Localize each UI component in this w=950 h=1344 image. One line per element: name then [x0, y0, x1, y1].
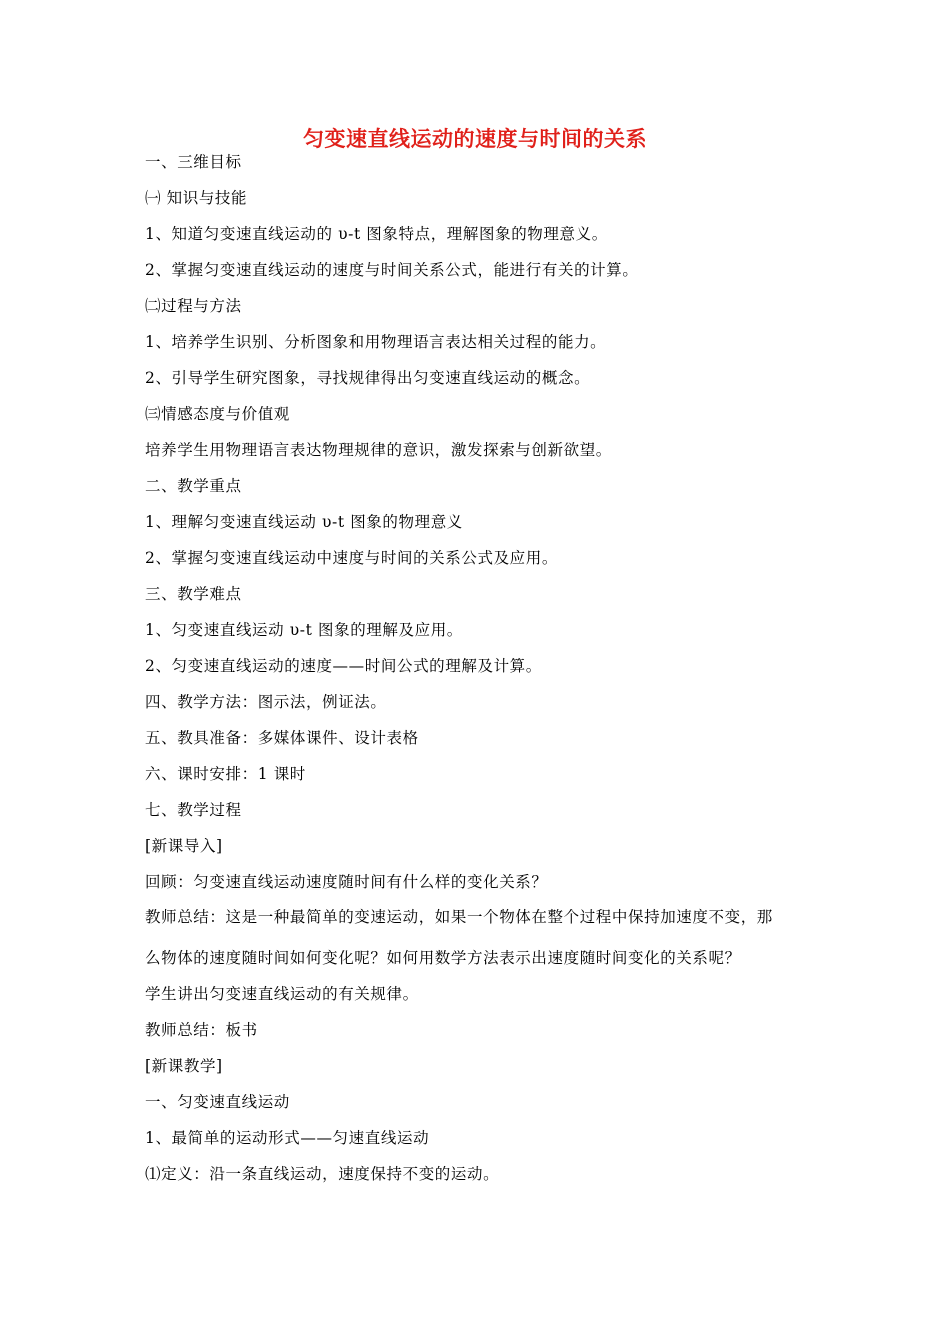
subheading-attitude-values: ㈢情感态度与价值观: [145, 405, 290, 423]
paragraph: 1、匀变速直线运动 υ-t 图象的理解及应用。: [145, 621, 463, 639]
section-heading-materials: 五、教具准备：多媒体课件、设计表格: [145, 729, 419, 747]
paragraph: 1、理解匀变速直线运动 υ-t 图象的物理意义: [145, 513, 463, 531]
paragraph: 教师总结：这是一种最简单的变速运动，如果一个物体在整个过程中保持加速度不变，那: [145, 908, 773, 926]
section-heading-key-points: 二、教学重点: [145, 477, 242, 495]
section-heading-schedule: 六、课时安排：1 课时: [145, 765, 306, 783]
paragraph: 么物体的速度随时间如何变化呢？如何用数学方法表示出速度随时间变化的关系呢？: [145, 949, 741, 967]
section-heading-process: 七、教学过程: [145, 801, 242, 819]
section-heading-objectives: 一、三维目标: [145, 153, 242, 171]
paragraph: 培养学生用物理语言表达物理规律的意识，激发探索与创新欲望。: [145, 441, 612, 459]
paragraph: 2、匀变速直线运动的速度——时间公式的理解及计算。: [145, 657, 542, 675]
paragraph: 1、最简单的运动形式——匀速直线运动: [145, 1129, 430, 1147]
paragraph: 回顾：匀变速直线运动速度随时间有什么样的变化关系？: [145, 873, 548, 891]
paragraph: 2、引导学生研究图象，寻找规律得出匀变速直线运动的概念。: [145, 369, 591, 387]
subheading-process-method: ㈡过程与方法: [145, 297, 242, 315]
paragraph: 2、掌握匀变速直线运动中速度与时间的关系公式及应用。: [145, 549, 558, 567]
paragraph: 2、掌握匀变速直线运动的速度与时间关系公式，能进行有关的计算。: [145, 261, 639, 279]
document-title: 匀变速直线运动的速度与时间的关系: [303, 127, 647, 151]
paragraph: 1、培养学生识别、分析图象和用物理语言表达相关过程的能力。: [145, 333, 607, 351]
bracket-heading-intro: [新课导入]: [145, 837, 223, 855]
section-heading-difficulties: 三、教学难点: [145, 585, 242, 603]
subheading-knowledge-skills: ㈠ 知识与技能: [145, 189, 248, 207]
section-heading-uniform-accel: 一、匀变速直线运动: [145, 1093, 290, 1111]
paragraph: 1、知道匀变速直线运动的 υ-t 图象特点，理解图象的物理意义。: [145, 225, 608, 243]
paragraph: 学生讲出匀变速直线运动的有关规律。: [145, 985, 419, 1003]
paragraph: ⑴定义：沿一条直线运动，速度保持不变的运动。: [145, 1165, 500, 1183]
bracket-heading-teaching: [新课教学]: [145, 1057, 223, 1075]
paragraph: 教师总结：板书: [145, 1021, 258, 1039]
section-heading-methods: 四、教学方法：图示法，例证法。: [145, 693, 387, 711]
